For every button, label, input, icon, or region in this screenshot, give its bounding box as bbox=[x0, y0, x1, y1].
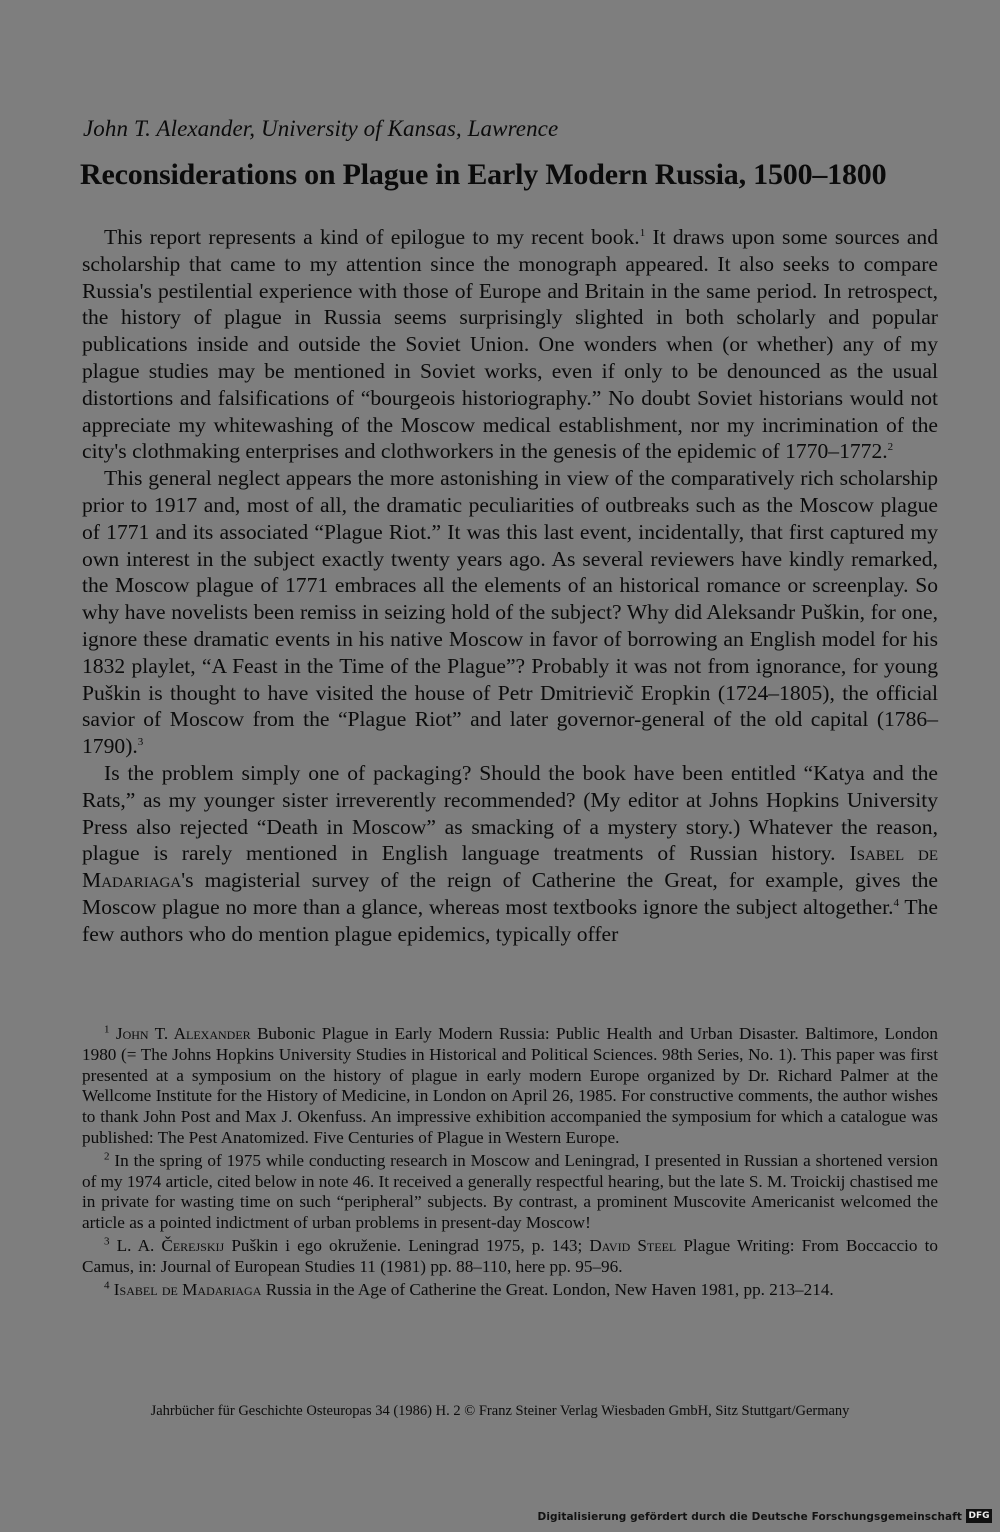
dfg-logo-icon: DFG bbox=[966, 1509, 992, 1523]
article-title: Reconsiderations on Plague in Early Modern Russia, 1500–1800 bbox=[80, 158, 887, 191]
footnote-ref-3: 3 bbox=[137, 735, 144, 748]
footnote-number: 4 bbox=[104, 1278, 110, 1291]
footnote-2 bbox=[82, 1151, 938, 1234]
footnote-text: Russia in the Age of Catherine the Great. London, New Haven 1981, pp. 213–214. bbox=[261, 1279, 834, 1299]
paragraph-1 bbox=[82, 224, 938, 465]
footnote-author: Isabel de Madariaga bbox=[113, 1279, 262, 1299]
footnote-author: L. A. Čerejskij bbox=[116, 1235, 225, 1255]
footnotes bbox=[82, 1024, 938, 1300]
digitization-note: Digitalisierung gefördert durch die Deutsche Forschungsgemeinschaft bbox=[537, 1511, 962, 1523]
journal-footer: Jahrbücher für Geschichte Osteuropas 34 (1986) H. 2 © Franz Steiner Verlag Wiesbaden GmbH, Sitz Stuttgart/Germany bbox=[150, 1403, 850, 1419]
footnote-author: John T. Alexander bbox=[115, 1024, 251, 1043]
footnote-3 bbox=[82, 1236, 938, 1278]
paragraph-text: This general neglect appears the more astonishing in view of the comparatively rich scholarship prior to 1917 and, most of all, the dramatic peculiarities of outbreaks such as the Moscow plague of 1771 and its associated “Plague Riot.” It was this last event, incidentally, that first captured my own interest in the subject exactly twenty years ago. As several reviewers have kindly remarked, the Moscow plague of 1771 embraces all the elements of an historical romance or screenplay. So why have novelists been remiss in seizing hold of the subject? Why did Aleksandr Puškin, for one, ignore these dramatic events in his native Moscow in favor of borrowing an English model for his 1832 playlet, “A Feast in the Time of the Plague”? Probably it was not from ignorance, for young Puškin is thought to have visited the house of Petr Dmitrievič Eropkin (1724–1805), the official savior of Moscow from the “Plague Riot” and later governor-general of the old capital (1786–1790). bbox=[82, 466, 938, 759]
article-body bbox=[82, 224, 938, 948]
paragraph-text: Is the problem simply one of packaging? Should the book have been entitled “Katya and the Rats,” as my younger sister irreverently recommended? (My editor at Johns Hopkins University Press also rejected “Death in Moscow” as smacking of a mystery story.) Whatever the reason, plague is rarely mentioned in English language treatments of Russian history. bbox=[82, 760, 938, 866]
paragraph-2 bbox=[82, 465, 938, 760]
paragraph-text: It draws upon some sources and scholarship that came to my attention since the monograph appeared. It also seeks to compare Russia's pestilential experience with those of Europe and Britain in the same period. In retrospect, the history of plague in Russia seems surprisingly slighted in both scholarly and popular publications inside and outside the Soviet Union. One wonders when (or whether) any of my plague studies may be mentioned in Soviet works, even if only to be denounced as the usual distortions and falsifications of “bourgeois historiography.” No doubt Soviet historians would not appreciate my whitewashing of the Moscow medical establishment, nor my incrimination of the city's clothmaking enterprises and clothworkers in the genesis of the epidemic of 1770–1772. bbox=[82, 225, 938, 464]
footnote-author: David Steel bbox=[589, 1235, 677, 1255]
paragraph-text: 's magisterial survey of the reign of Catherine the Great, for example, gives the Moscow plague no more than a glance, whereas most textbooks ignore the subject altogether. bbox=[82, 868, 938, 919]
footnote-number: 3 bbox=[104, 1235, 110, 1248]
footnote-4 bbox=[82, 1280, 938, 1301]
footnote-ref-4: 4 bbox=[893, 896, 900, 909]
author-name-smallcaps: Isabel de Madariaga bbox=[82, 841, 938, 893]
footnote-ref-1: 1 bbox=[639, 226, 646, 239]
footnote-number: 1 bbox=[104, 1023, 110, 1036]
footnote-1 bbox=[82, 1024, 938, 1149]
paragraph-3 bbox=[82, 760, 938, 948]
footnote-number: 2 bbox=[104, 1150, 110, 1163]
footnote-text: Puškin i ego okruženie. Leningrad 1975, p. 143; bbox=[224, 1235, 590, 1255]
footnote-text: Bubonic Plague in Early Modern Russia: Public Health and Urban Disaster. Baltimore, London 1980 (= The Johns Hopkins University Studies in Historical and Political Sciences. 98th Series, No. 1). This paper was first presented at a symposium on the history of plague in early modern Europe organized by Dr. Richard Palmer at the Wellcome Institute for the History of Medicine, in London on April 26, 1985. For constructive comments, the author wishes to thank John Post and Max J. Okenfuss. An impressive exhibition accompanied the symposium for which a catalogue was published: The Pest Anatomized. Five Centuries of Plague in Western Europe. bbox=[82, 1024, 938, 1147]
footnote-ref-2: 2 bbox=[887, 441, 894, 454]
paragraph-text: The few authors who do mention plague epidemics, typically offer bbox=[82, 894, 938, 946]
footnote-text: Plague Writing: From Boccaccio to Camus, in: Journal of European Studies 11 (1981) pp. 88–110, here pp. 95–96. bbox=[82, 1235, 938, 1276]
footnote-text: In the spring of 1975 while conducting research in Moscow and Leningrad, I presented in Russian a shortened version of my 1974 article, cited below in note 46. It received a generally respectful hearing, but the late S. M. Troickij chastised me in private for wasting time on such “peripheral” subjects. By contrast, a prominent Muscovite Americanist welcomed the article as a pointed indictment of urban problems in present-day Moscow! bbox=[82, 1150, 938, 1233]
author-line: John T. Alexander, University of Kansas, Lawrence bbox=[83, 116, 559, 141]
paragraph-text: This report represents a kind of epilogue to my recent book. bbox=[104, 225, 640, 249]
